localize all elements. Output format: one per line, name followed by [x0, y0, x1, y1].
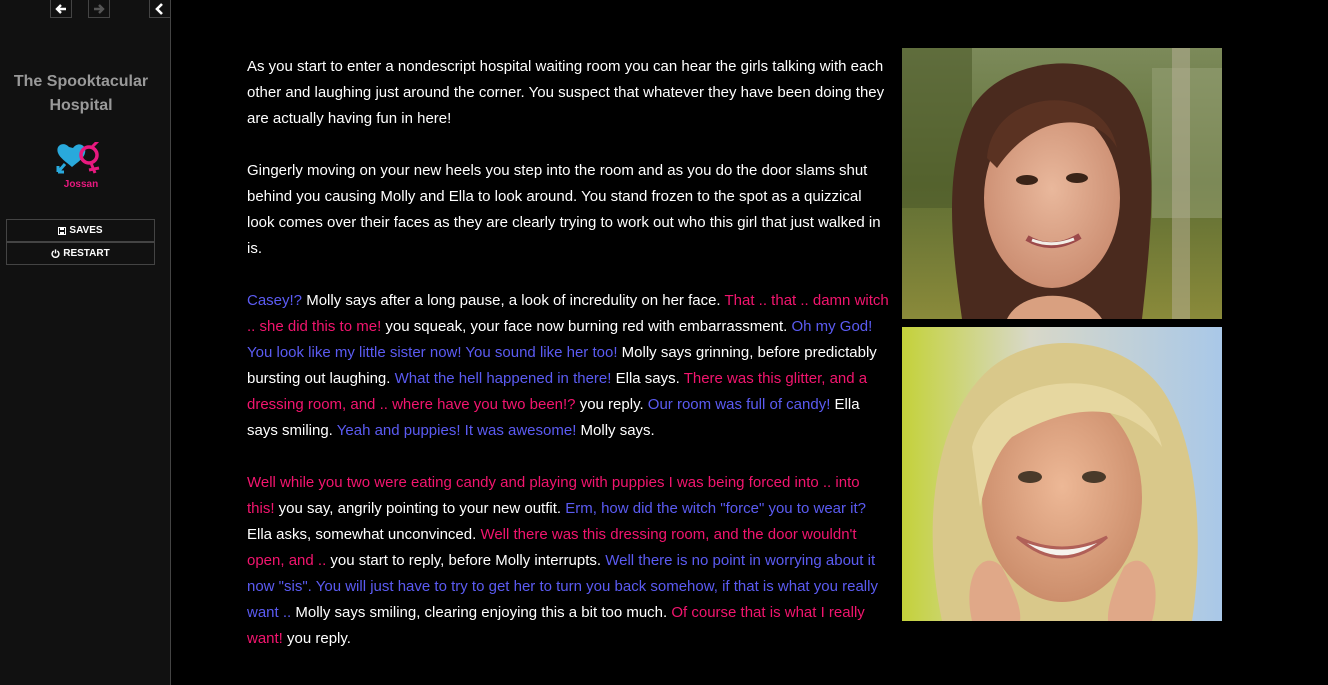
portrait-photo-blonde	[902, 327, 1222, 621]
ui-bar	[0, 0, 171, 685]
portrait-photo-brunette	[902, 48, 1222, 319]
passage-text	[247, 54, 889, 678]
passage-paragraph	[247, 158, 889, 262]
narration: Ella asks, somewhat unconvinced.	[247, 526, 481, 543]
author-name: Jossan	[63, 179, 99, 190]
narration: you start to reply, before Molly interrupts.	[326, 552, 606, 569]
narration: Molly says after a long pause, a look of incredulity on her face.	[302, 292, 725, 309]
narration: you reply.	[575, 396, 648, 413]
dialogue-pink: Well while you two were eating candy and playing with puppies I was being forced into .. into this!	[247, 474, 860, 517]
narration: Molly says.	[576, 422, 655, 439]
narration: you say, angrily pointing to your new outfit.	[274, 500, 566, 517]
power-icon	[51, 249, 60, 258]
restart-button[interactable]	[6, 242, 155, 265]
story-title	[0, 70, 162, 118]
arrow-right-icon	[93, 3, 105, 15]
dialogue-blue: Casey!?	[247, 292, 303, 309]
narration: Ella says.	[611, 370, 684, 387]
restart-label: RESTART	[63, 248, 110, 259]
chevron-left-icon	[155, 3, 165, 15]
story-title-line1: The Spooktacular	[13, 73, 149, 90]
history-forward-button[interactable]	[88, 0, 110, 18]
dialogue-blue: Our room was full of candy!	[647, 396, 831, 413]
passage-paragraph	[247, 288, 889, 444]
saves-label: SAVES	[69, 225, 103, 236]
narration: Gingerly moving on your new heels you step into the room and as you do the door slams shut behind you causing Molly and Ella to look around. You stand frozen to the spot as a quizzical look comes over their faces as they are clearly trying to work out who this girl that just walked in is.	[247, 162, 881, 257]
narration: you squeak, your face now burning red with embarrassment.	[381, 318, 792, 335]
gender-symbols-heart-icon	[55, 142, 105, 178]
dialogue-blue: Yeah and puppies! It was awesome!	[336, 422, 577, 439]
arrow-left-icon	[55, 3, 67, 15]
history-back-button[interactable]	[50, 0, 72, 18]
story-title-line2: Hospital	[49, 97, 113, 114]
dialogue-pink: There was this glitter, and a dressing room, and .. where have you two been!?	[247, 370, 868, 413]
dialogue-blue: Oh my God! You look like my little sister now! You sound like her too!	[247, 318, 873, 361]
floppy-disk-icon	[58, 227, 66, 235]
dialogue-blue: What the hell happened in there!	[394, 370, 612, 387]
dialogue-blue: Well there is no point in worrying about it now "sis". You will just have to try to get her to turn you back somehow, if that is what you really want ..	[247, 552, 878, 621]
ui-bar-toggle-button[interactable]	[149, 0, 171, 18]
passage-paragraph	[247, 54, 889, 132]
dialogue-blue: Erm, how did the witch "force" you to wear it?	[565, 500, 867, 517]
narration: Molly says smiling, clearing enjoying this a bit too much.	[291, 604, 672, 621]
saves-button[interactable]	[6, 219, 155, 242]
dialogue-pink: That .. that .. damn witch .. she did this to me!	[247, 292, 889, 335]
dialogue-pink: Of course that is what I really want!	[247, 604, 865, 647]
passage-paragraph	[247, 470, 889, 652]
narration: Ella says smiling.	[247, 396, 860, 439]
dialogue-pink: Well there was this dressing room, and the door wouldn't open, and ..	[247, 526, 857, 569]
narration: you reply.	[282, 630, 351, 647]
narration: Molly says grinning, before predictably bursting out laughing.	[247, 344, 877, 387]
narration: As you start to enter a nondescript hospital waiting room you can hear the girls talking with each other and laughing just around the corner. You suspect that whatever they have been doing they are actually having fun in here!	[247, 58, 885, 127]
